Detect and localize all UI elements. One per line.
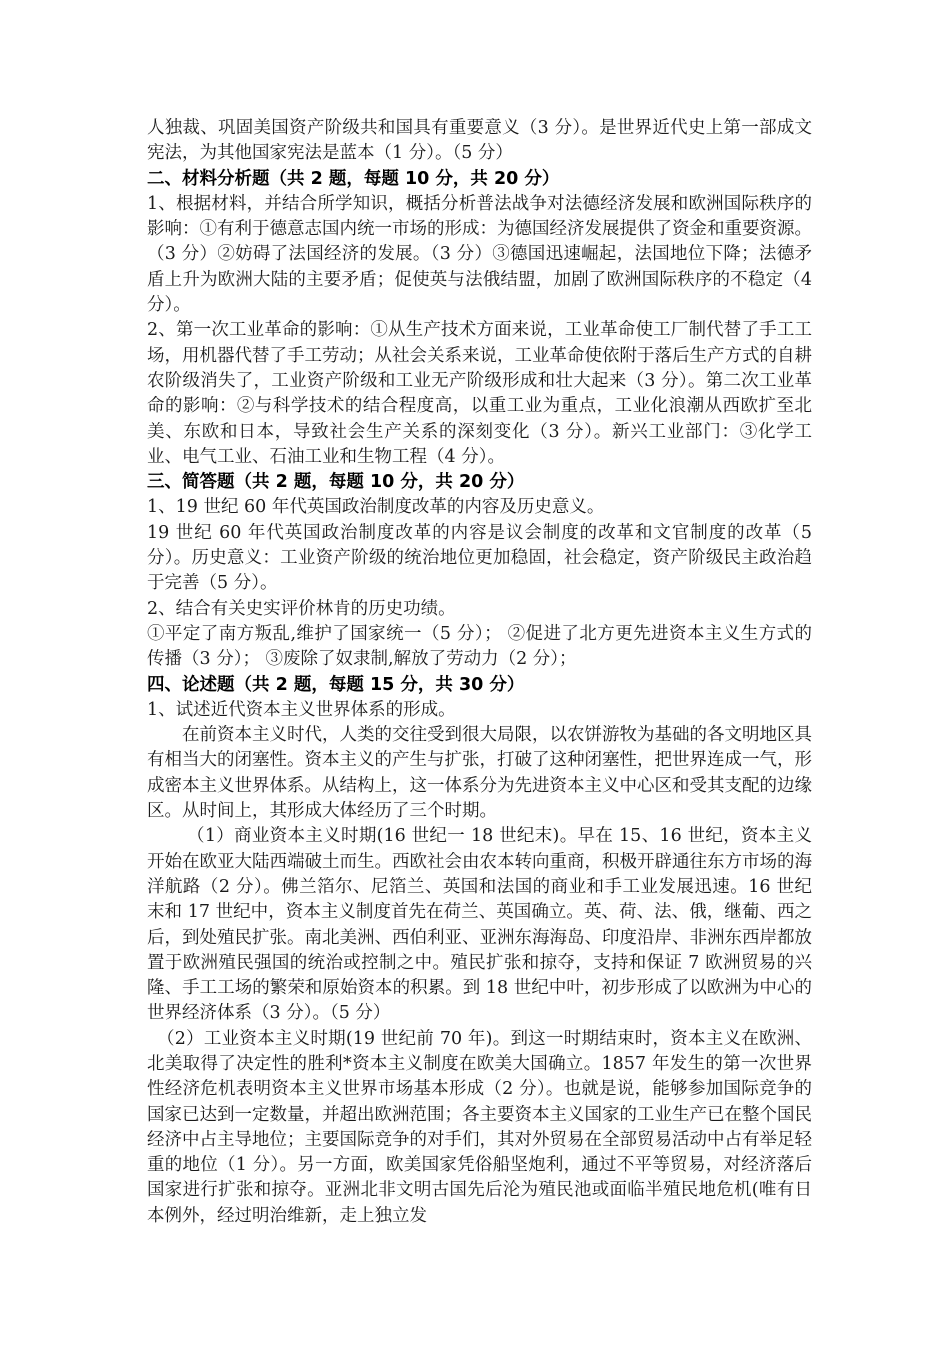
question-2: 2、结合有关史实评价林肯的历史功绩。 <box>147 598 456 619</box>
section-heading-material-analysis: 二、材料分析题（共 2 题，每题 10 分，共 20 分） <box>147 168 560 189</box>
essay-intro-paragraph: 在前资本主义时代，人类的交往受到很大局限，以农饼游牧为基础的各文明地区具有相当大的闭塞性。资本主义的产生与扩张，打破了这种闭塞性，把世界连成一气，形成密本主义世界体系。从结构上，这一体系分为先进资本主义中心区和受其支配的边缘区。从时间上，其形成大体经历了三个时期。 <box>147 725 812 822</box>
answer-1: 19 世纪 60 年代英国政治制度改革的内容是议会制度的改革和文官制度的改革（5 分）。历史意义：工业资产阶级的统治地位更加稳固，社会稳定，资产阶级民主政治趋于完善（5 分）。 <box>147 522 812 594</box>
document-page <box>147 116 812 1229</box>
answer-paragraph-2: 2、第一次工业革命的影响：①从生产技术方面来说，工业革命使工厂制代替了手工工场，用机器代替了手工劳动；从社会关系来说，工业革命使依附于落后生产方式的自耕农阶级消失了，工业资产阶级和工业无产阶级形成和壮大起来（3 分）。第二次工业革命的影响：②与科学技术的结合程度高，以重工业为重点，工业化浪潮从西欧扩至北美、东欧和日本，导致社会生产关系的深刻变化（3 分）。新兴工业部门：③化学工业、电气工业、石油工业和生物工程（4 分）。 <box>147 320 812 467</box>
continuation-paragraph: 人独裁、巩固美国资产阶级共和国具有重要意义（3 分）。是世界近代史上第一部成文宪法，为其他国家宪法是蓝本（1 分）。（5 分） <box>147 118 812 164</box>
question-1: 1、19 世纪 60 年代英国政治制度改革的内容及历史意义。 <box>147 497 605 518</box>
section-heading-essay: 四、论述题（共 2 题，每题 15 分，共 30 分） <box>147 674 525 695</box>
essay-period-2-paragraph: （2）工业资本主义时期(19 世纪前 70 年)。到这一时期结束时，资本主义在欧洲、北美取得了决定性的胜利*资本主义制度在欧美大国确立。1857 年发生的第一次世界性经济危机表明资本主义世界市场基本形成（2 分）。也就是说，能够参加国际竞争的国家已达到一定数量，并超出欧洲范围；各主要资本主义国家的工业生产已在整个国民经济中占主导地位；主要国际竞争的对手们，其对外贸易在全部贸易活动中占有举足轻重的地位（1 分）。另一方面，欧美国家凭俗船坚炮利，通过不平等贸易，对经济落后国家进行扩张和掠夺。亚洲北非文明古国先后沦为殖民池或面临半殖民地危机(唯有日本例外，经过明治维新，走上独立发 <box>147 1028 812 1226</box>
answer-2: ①平定了南方叛乱,维护了国家统一（5 分）； ②促进了北方更先进资本主义生方式的传播（3 分）； ③废除了奴隶制,解放了劳动力（2 分）； <box>147 623 812 670</box>
answer-paragraph-1: 1、根据材料，并结合所学知识，概括分析普法战争对法德经济发展和欧洲国际秩序的影响：①有利于德意志国内统一市场的形成：为德国经济发展提供了资金和重要资源。（3 分）②妨碍了法国经济的发展。（3 分）③德国迅速崛起，法国地位下降；法德矛盾上升为欧洲大陆的主要矛盾；促使英与法俄结盟，加剧了欧洲国际秩序的不稳定（4 分）。 <box>147 193 812 316</box>
essay-question-1: 1、试述近代资本主义世界体系的形成。 <box>147 699 456 720</box>
section-heading-short-answer: 三、简答题（共 2 题，每题 10 分，共 20 分） <box>147 472 525 493</box>
essay-period-1-paragraph: （1）商业资本主义时期(16 世纪一 18 世纪末)。早在 15、16 世纪，资本主义开始在欧亚大陆西端破土而生。西欧社会由农本转向重商，积极开辟通往东方市场的海洋航路（2 分）。佛兰箔尔、尼箔兰、英国和法国的商业和手工业发展迅速。16 世纪末和 17 世纪中，资本主义制度首先在荷兰、英国确立。英、荷、法、俄，继葡、西之后，到处殖民扩张。南北美洲、西伯利亚、亚洲东海海岛、印度沿岸、非洲东西岸都放置于欧洲殖民强国的统治或控制之中。殖民扩张和掠夺，支持和保证 7 欧洲贸易的兴隆、手工工场的繁荣和原始资本的积累。到 18 世纪中叶，初步形成了以欧洲为中心的世界经济体系（3 分）。（5 分） <box>147 826 812 1024</box>
